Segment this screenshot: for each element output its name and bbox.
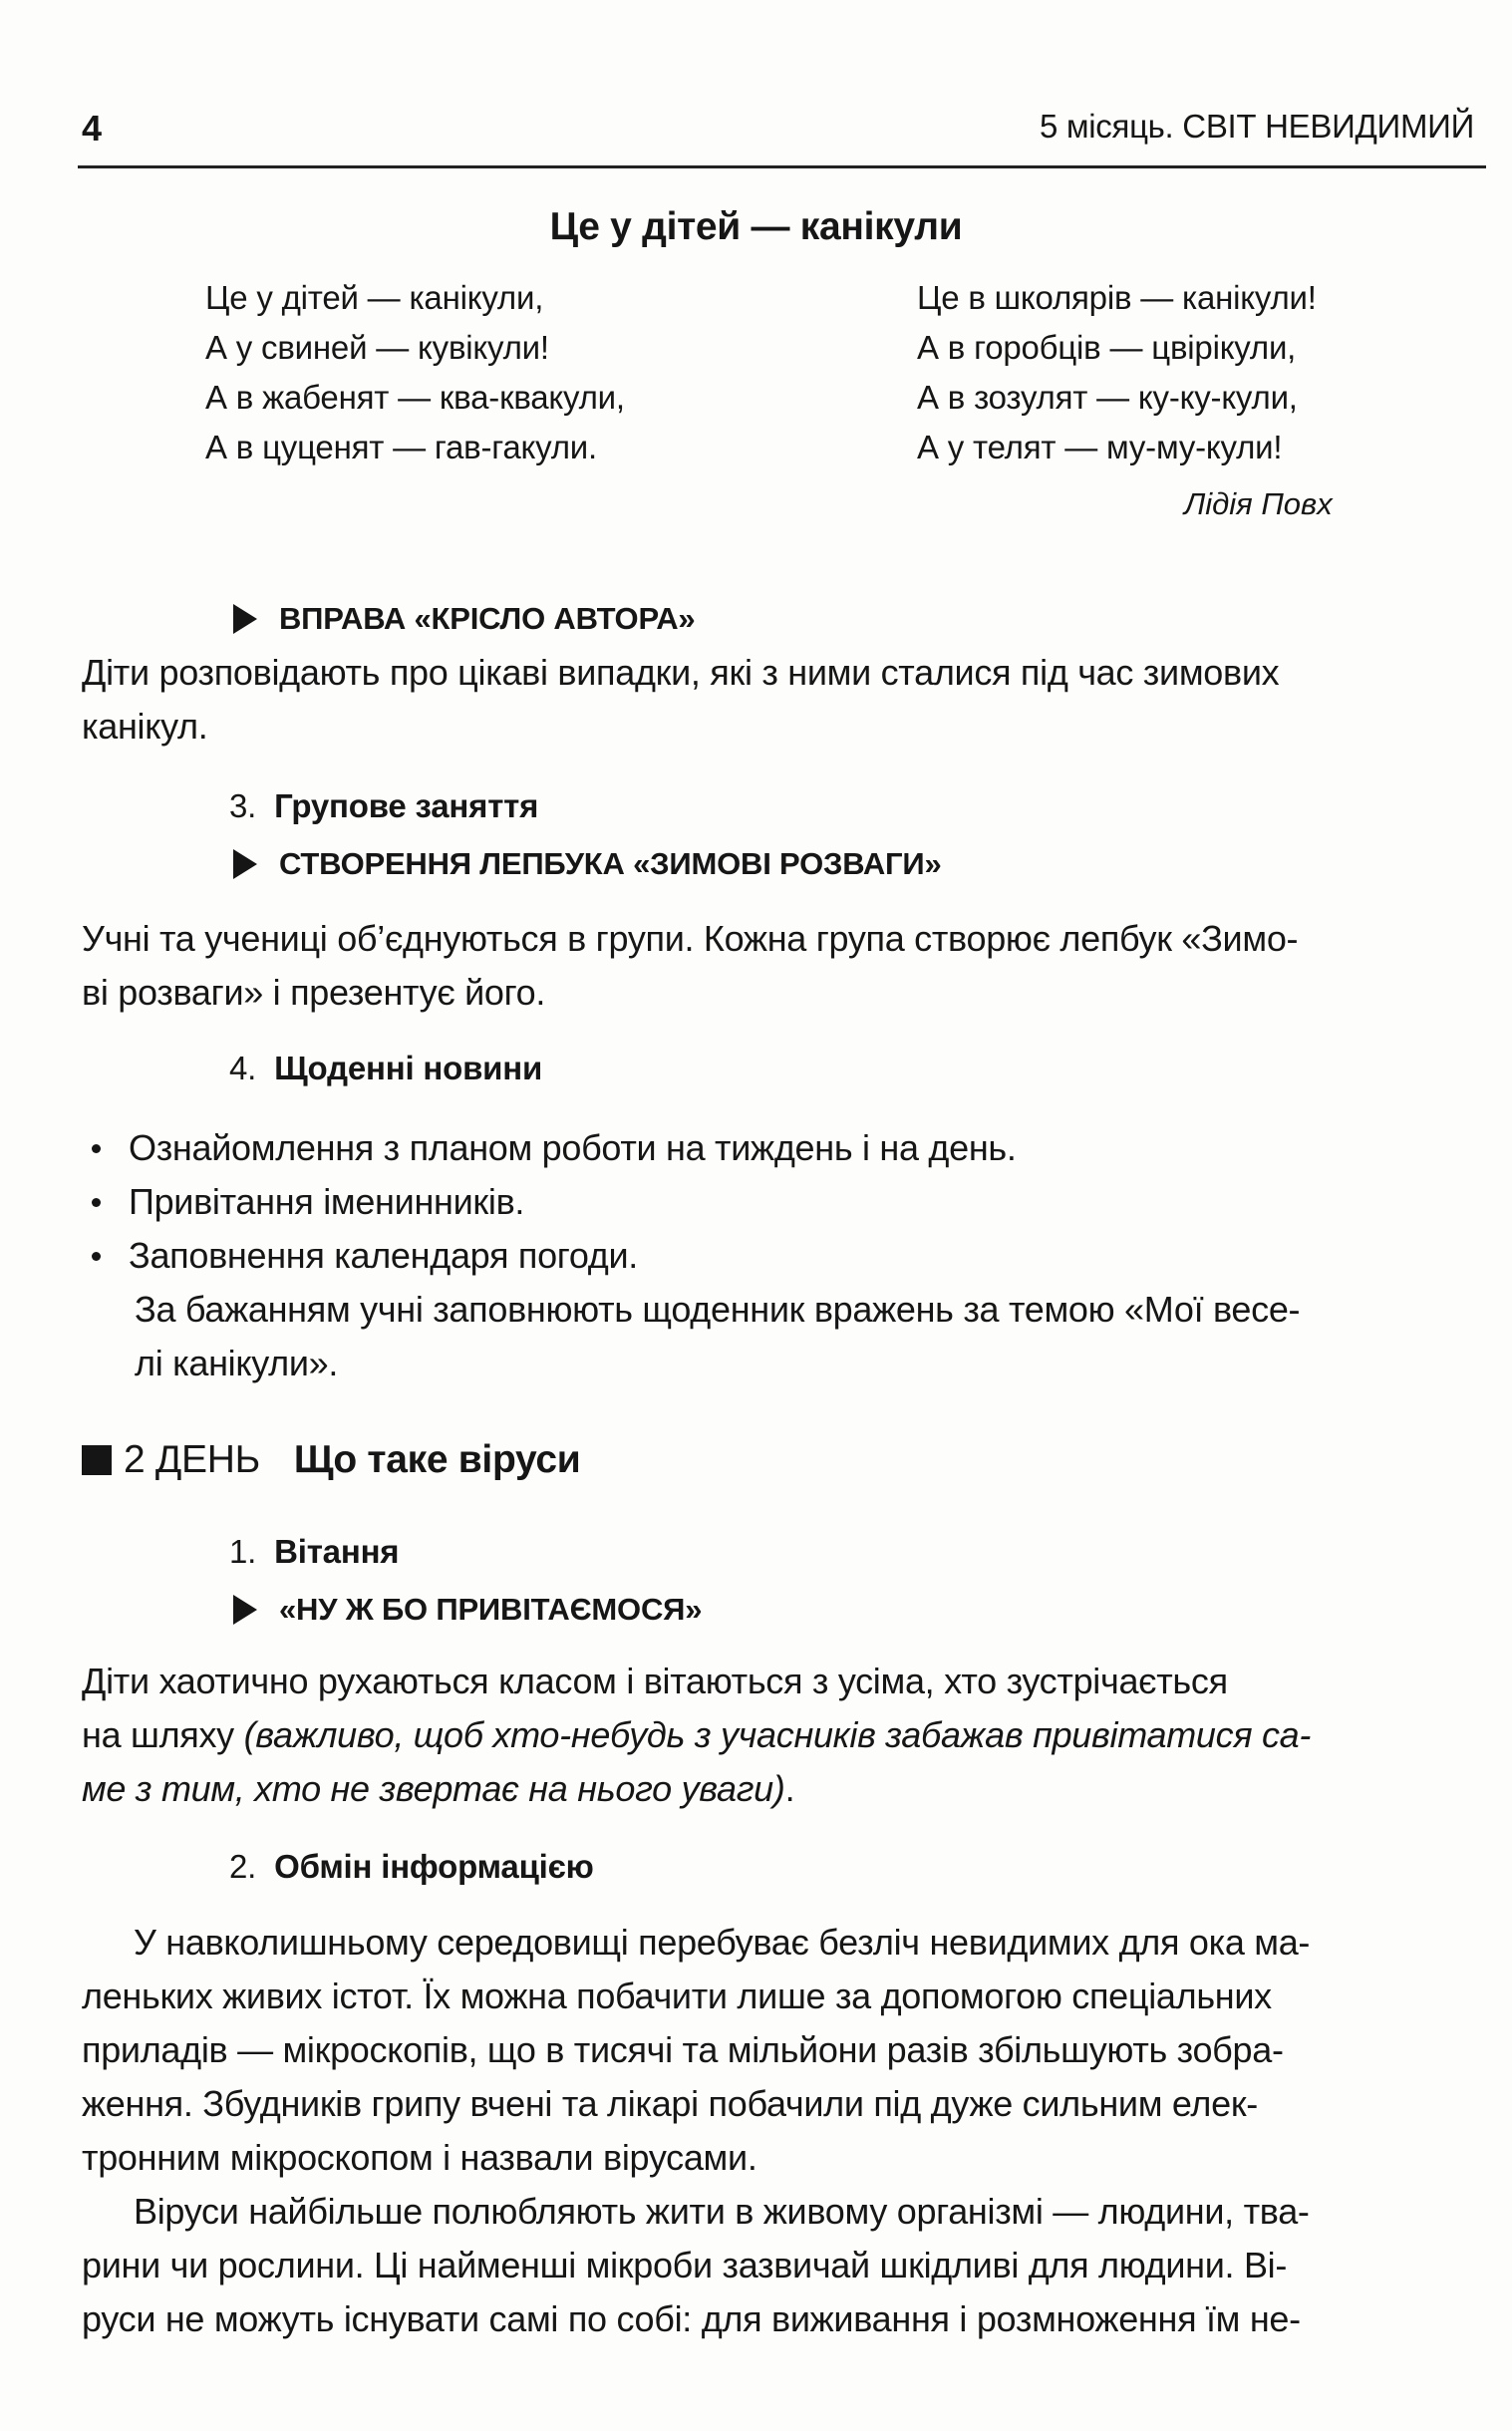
author-chair-text bbox=[82, 646, 1485, 754]
section-title: Обмін інформацією bbox=[274, 1848, 594, 1885]
text-line: Віруси найбільше полюбляють жити в живому організмі — людини, тва- bbox=[134, 2191, 1310, 2232]
list-item-text: Ознайомлення з планом роботи на тиждень і на день. bbox=[129, 1127, 1017, 1168]
section-heading-group-lesson bbox=[229, 787, 538, 825]
section-number: 2. bbox=[229, 1848, 257, 1885]
list-item-text: Заповнення календаря погоди. bbox=[129, 1235, 638, 1276]
text-segment: . bbox=[784, 1768, 795, 1809]
poem-line: А в горобців — цвірікули, bbox=[917, 329, 1297, 366]
poem-stanza-left bbox=[205, 273, 625, 472]
text-line: лі канікули». bbox=[135, 1343, 339, 1383]
list-item bbox=[92, 1121, 1017, 1175]
poem-line: А в зозулят — ку-ку-кули, bbox=[917, 379, 1298, 416]
info-exchange-paragraph-2 bbox=[82, 2185, 1485, 2346]
poem-stanza-right bbox=[917, 273, 1317, 472]
exercise-heading-greeting bbox=[233, 1592, 702, 1628]
header-rule bbox=[78, 165, 1486, 168]
text-line: Діти хаотично рухаються класом і вітаються з усіма, хто зустрічається bbox=[82, 1661, 1228, 1701]
greeting-text bbox=[82, 1655, 1485, 1816]
text-line: ві розваги» і презентує його. bbox=[82, 972, 546, 1013]
section-heading-info-exchange bbox=[229, 1848, 594, 1886]
exercise-heading-text: «НУ Ж БО ПРИВІТАЄМОСЯ» bbox=[279, 1592, 703, 1627]
day-label: 2 ДЕНЬ bbox=[124, 1438, 260, 1481]
info-exchange-paragraph-1 bbox=[82, 1916, 1485, 2185]
bullet-dot-icon bbox=[92, 1144, 101, 1153]
bullet-dot-icon bbox=[92, 1252, 101, 1261]
text-segment: на шляху bbox=[82, 1714, 244, 1755]
day-title: Що таке віруси bbox=[293, 1438, 581, 1481]
triangle-bullet-icon bbox=[233, 849, 257, 879]
list-item bbox=[92, 1175, 524, 1229]
text-line: У навколишньому середовищі перебуває безліч невидимих для ока ма- bbox=[134, 1922, 1311, 1963]
section-heading-greeting bbox=[229, 1533, 399, 1571]
italic-note: ме з тим, хто не звертає на нього уваги) bbox=[82, 1768, 785, 1809]
text-line: Учні та учениці об’єднуються в групи. Кожна група створює лепбук «Зимо- bbox=[82, 918, 1299, 959]
triangle-bullet-icon bbox=[233, 1595, 257, 1625]
text-line: Діти розповідають про цікаві випадки, які з ними сталися під час зимових bbox=[82, 652, 1280, 693]
section-heading-daily-news bbox=[229, 1050, 542, 1087]
page-number: 4 bbox=[82, 108, 103, 149]
poem-author: Лідія Повх bbox=[1184, 486, 1333, 521]
group-lesson-text bbox=[82, 912, 1485, 1020]
text-line: леньких живих істот. Їх можна побачити лише за допомогою спеціальних bbox=[82, 1975, 1272, 2016]
poem-line: А в цуценят — гав-гакули. bbox=[205, 429, 597, 465]
text-line: приладів — мікроскопів, що в тисячі та мільйони разів збільшують зобра- bbox=[82, 2029, 1284, 2070]
square-marker-icon bbox=[82, 1445, 112, 1475]
exercise-heading-lapbook bbox=[233, 846, 942, 882]
section-number: 3. bbox=[229, 787, 257, 824]
italic-note: (важливо, щоб хто-небудь з учасників забажав привітатися са- bbox=[243, 1714, 1312, 1755]
text-line: тронним мікроскопом і назвали вірусами. bbox=[82, 2137, 757, 2178]
text-line: руси не можуть існувати самі по собі: для виживання і розмноження їм не- bbox=[82, 2298, 1301, 2339]
section-title: Щоденні новини bbox=[274, 1050, 543, 1086]
day-heading bbox=[82, 1438, 580, 1482]
daily-news-text bbox=[135, 1283, 1485, 1390]
section-number: 4. bbox=[229, 1050, 257, 1086]
exercise-heading-author-chair bbox=[233, 601, 695, 637]
text-line bbox=[82, 1762, 1485, 1816]
poem-line: А у свиней — кувікули! bbox=[205, 329, 549, 366]
section-title: Вітання bbox=[274, 1533, 400, 1570]
poem-line: Це в школярів — канікули! bbox=[917, 279, 1317, 316]
poem-line: Це у дітей — канікули, bbox=[205, 279, 544, 316]
text-line: рини чи рослини. Ці найменші мікроби зазвичай шкідливі для людини. Ві- bbox=[82, 2245, 1288, 2285]
exercise-heading-text: СТВОРЕННЯ ЛЕПБУКА «ЗИМОВІ РОЗВАГИ» bbox=[279, 846, 942, 881]
section-number: 1. bbox=[229, 1533, 257, 1570]
list-item-text: Привітання іменинників. bbox=[129, 1181, 525, 1222]
text-line: ження. Збудників грипу вчені та лікарі побачили під дуже сильним елек- bbox=[82, 2083, 1258, 2124]
text-line bbox=[82, 1708, 1485, 1762]
bullet-dot-icon bbox=[92, 1198, 101, 1207]
poem-line: А в жабенят — ква-квакули, bbox=[205, 379, 625, 416]
text-line: канікул. bbox=[82, 706, 208, 747]
running-title: 5 місяць. СВІТ НЕВИДИМИЙ bbox=[1039, 108, 1474, 145]
exercise-heading-text: ВПРАВА «КРІСЛО АВТОРА» bbox=[279, 601, 696, 636]
list-item bbox=[92, 1229, 638, 1283]
section-title: Групове заняття bbox=[274, 787, 539, 824]
text-line: За бажанням учні заповнюють щоденник вражень за темою «Мої весе- bbox=[135, 1289, 1301, 1330]
triangle-bullet-icon bbox=[233, 604, 257, 634]
poem-title: Це у дітей — канікули bbox=[549, 205, 963, 248]
poem-line: А у телят — му-му-кули! bbox=[917, 429, 1283, 465]
